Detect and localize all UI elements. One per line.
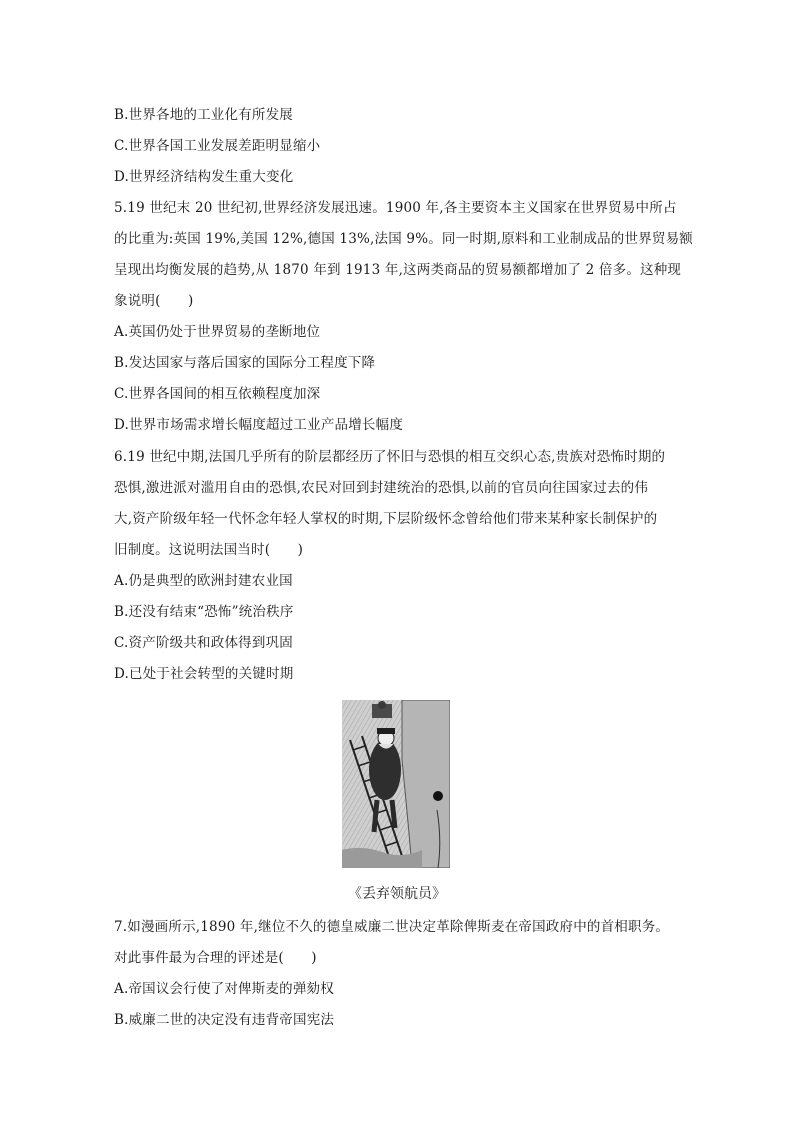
q6-option-d: D.已处于社会转型的关键时期 <box>114 666 294 682</box>
q6-option-b: B.还没有结束“恐怖”统治秩序 <box>114 604 294 620</box>
q5-stem-line-1: 5.19 世纪末 20 世纪初,世界经济发展迅速。1900 年,各主要资本主义国家在世界贸易中所占 <box>114 200 677 216</box>
q7-stem-line-1: 7.如漫画所示,1890 年,继位不久的德皇威廉二世决定革除俾斯麦在帝国政府中的首相职务。 <box>114 919 670 935</box>
q5-stem-line-4: 象说明( ) <box>114 293 194 309</box>
q6-stem-line-2: 恐惧,激进派对滥用自由的恐惧,农民对回到封建统治的恐惧,以前的官员向往国家过去的伟 <box>114 480 649 496</box>
q5-stem-line-3: 呈现出均衡发展的趋势,从 1870 年到 1913 年,这两类商品的贸易额都增加了 2 倍多。这种现 <box>114 262 682 278</box>
q6-option-c: C.资产阶级共和政体得到巩固 <box>114 635 293 651</box>
q5-option-a: A.英国仍处于世界贸易的垄断地位 <box>114 324 321 340</box>
q6-stem-line-3: 大,资产阶级年轻一代怀念年轻人掌权的时期,下层阶级怀念曾给他们带来某种家长制保护的 <box>114 511 658 527</box>
option-b: B.世界各地的工业化有所发展 <box>114 107 294 123</box>
option-c: C.世界各国工业发展差距明显缩小 <box>114 138 321 154</box>
q7-stem-line-2: 对此事件最为合理的评述是( ) <box>114 950 317 966</box>
q6-option-a: A.仍是典型的欧洲封建农业国 <box>114 573 293 589</box>
q6-stem-line-4: 旧制度。这说明法国当时( ) <box>114 542 304 558</box>
q5-option-c: C.世界各国间的相互依赖程度加深 <box>114 386 321 402</box>
q6-stem-line-1: 6.19 世纪中期,法国几乎所有的阶层都经历了怀旧与恐惧的相互交织心态,贵族对恐怖时期的 <box>114 449 666 465</box>
option-d: D.世界经济结构发生重大变化 <box>114 169 294 185</box>
q5-stem-line-2: 的比重为:英国 19%,美国 12%,德国 13%,法国 9%。同一时期,原料和工业制成品的世界贸易额 <box>114 231 694 247</box>
q7-option-a: A.帝国议会行使了对俾斯麦的弹劾权 <box>114 981 334 997</box>
figure-caption: 《丢弃领航员》 <box>348 886 446 902</box>
cartoon-illustration <box>342 700 450 868</box>
q7-option-b: B.威廉二世的决定没有违背帝国宪法 <box>114 1012 335 1028</box>
q5-option-b: B.发达国家与落后国家的国际分工程度下降 <box>114 355 376 371</box>
q5-option-d: D.世界市场需求增长幅度超过工业产品增长幅度 <box>114 417 404 433</box>
